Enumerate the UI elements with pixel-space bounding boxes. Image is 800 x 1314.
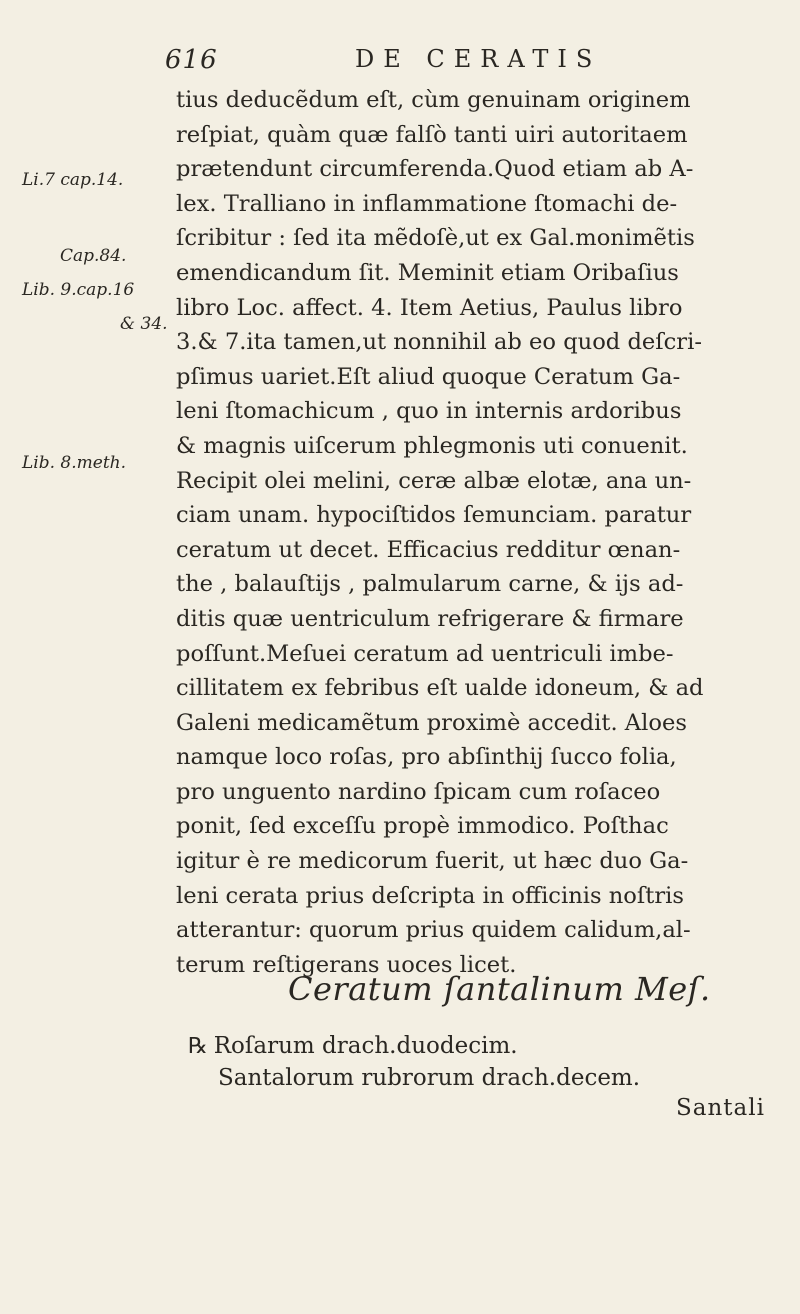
margin-note: & 34. [120,314,168,334]
text-line: ceratum ut decet. Efficacius redditur œnan- [176,536,681,563]
text-line: reſpiat, quàm quæ falſò tanti uiri autoritaem [176,121,688,148]
text-line: Galeni medicamẽtum proximè accedit. Aloes [176,709,687,736]
text-line: ciam unam. hypociſtidos ſemunciam. paratur [176,502,692,529]
margin-note: Lib. 9.cap.16 [22,280,135,300]
text-line: lex. Tralliano in inflammatione ſtomachi de- [176,190,678,217]
main-text [176,83,796,982]
text-line: cillitatem ex febribus eſt ualde idoneum, & ad [176,675,704,702]
margin-note: Cap.84. [60,246,127,266]
text-line: ponit, ſed exceſſu propè immodico. Poſthac [176,813,669,840]
text-line: emendicandum ſit. Meminit etiam Oribaſius [176,259,679,286]
text-line: the , balauſtijs , palmularum carne, & ijs ad- [176,571,684,598]
text-line: terum reſtigerans uoces licet. [176,951,517,978]
rx-symbol-icon: ℞ [188,1034,208,1059]
recipe-ingredients [188,1030,640,1094]
text-line: Recipit olei melini, ceræ albæ elotæ, ana un- [176,467,692,494]
text-line: 3.& 7.ita tamen,ut nonnihil ab eo quod deſcri- [176,329,702,356]
page-number: 616 [165,45,218,75]
text-line: namque loco roſas, pro abſinthij ſucco folia, [176,744,677,771]
text-line: prætendunt circumferenda.Quod etiam ab A- [176,156,694,183]
page-header [160,45,760,85]
text-line: & magnis uiſcerum phlegmonis uti conuenit. [176,432,688,459]
catchword: Santali [676,1095,765,1121]
text-line: leni ſtomachicum , quo in internis ardoribus [176,398,682,425]
text-line: pſimus uariet.Eſt aliud quoque Ceratum Ga- [176,363,681,390]
text-line: ditis quæ uentriculum refrigerare & firmare [176,605,684,632]
text-line: ſcribitur : ſed ita mẽdoſè,ut ex Gal.monimẽtis [176,225,695,252]
ingredient-text: Roſarum drach.duodecim. [213,1033,518,1059]
text-line: pro unguento nardino ſpicam cum roſaceo [176,778,661,805]
recipe-title: Ceratum ſantalinum Meſ. [288,970,711,1008]
text-line: tius deducẽdum eſt, cùm genuinam originem [176,87,691,113]
running-head: DE CERATIS [355,45,602,73]
text-line: atterantur: quorum prius quidem calidum,al- [176,917,691,944]
ingredient-line: Santalorum rubrorum drach.decem. [218,1065,641,1091]
margin-note: Li.7 cap.14. [22,170,124,190]
text-line: leni cerata prius deſcripta in officinis noſtris [176,882,684,909]
text-line: igitur è re medicorum fuerit, ut hæc duo Ga- [176,848,689,875]
text-line: poſſunt.Meſuei ceratum ad uentriculi imbe- [176,640,674,667]
text-line: libro Loc. affect. 4. Item Aetius, Paulus libro [176,294,683,321]
ingredient-line [188,1030,640,1062]
margin-note: Lib. 8.meth. [22,453,127,473]
